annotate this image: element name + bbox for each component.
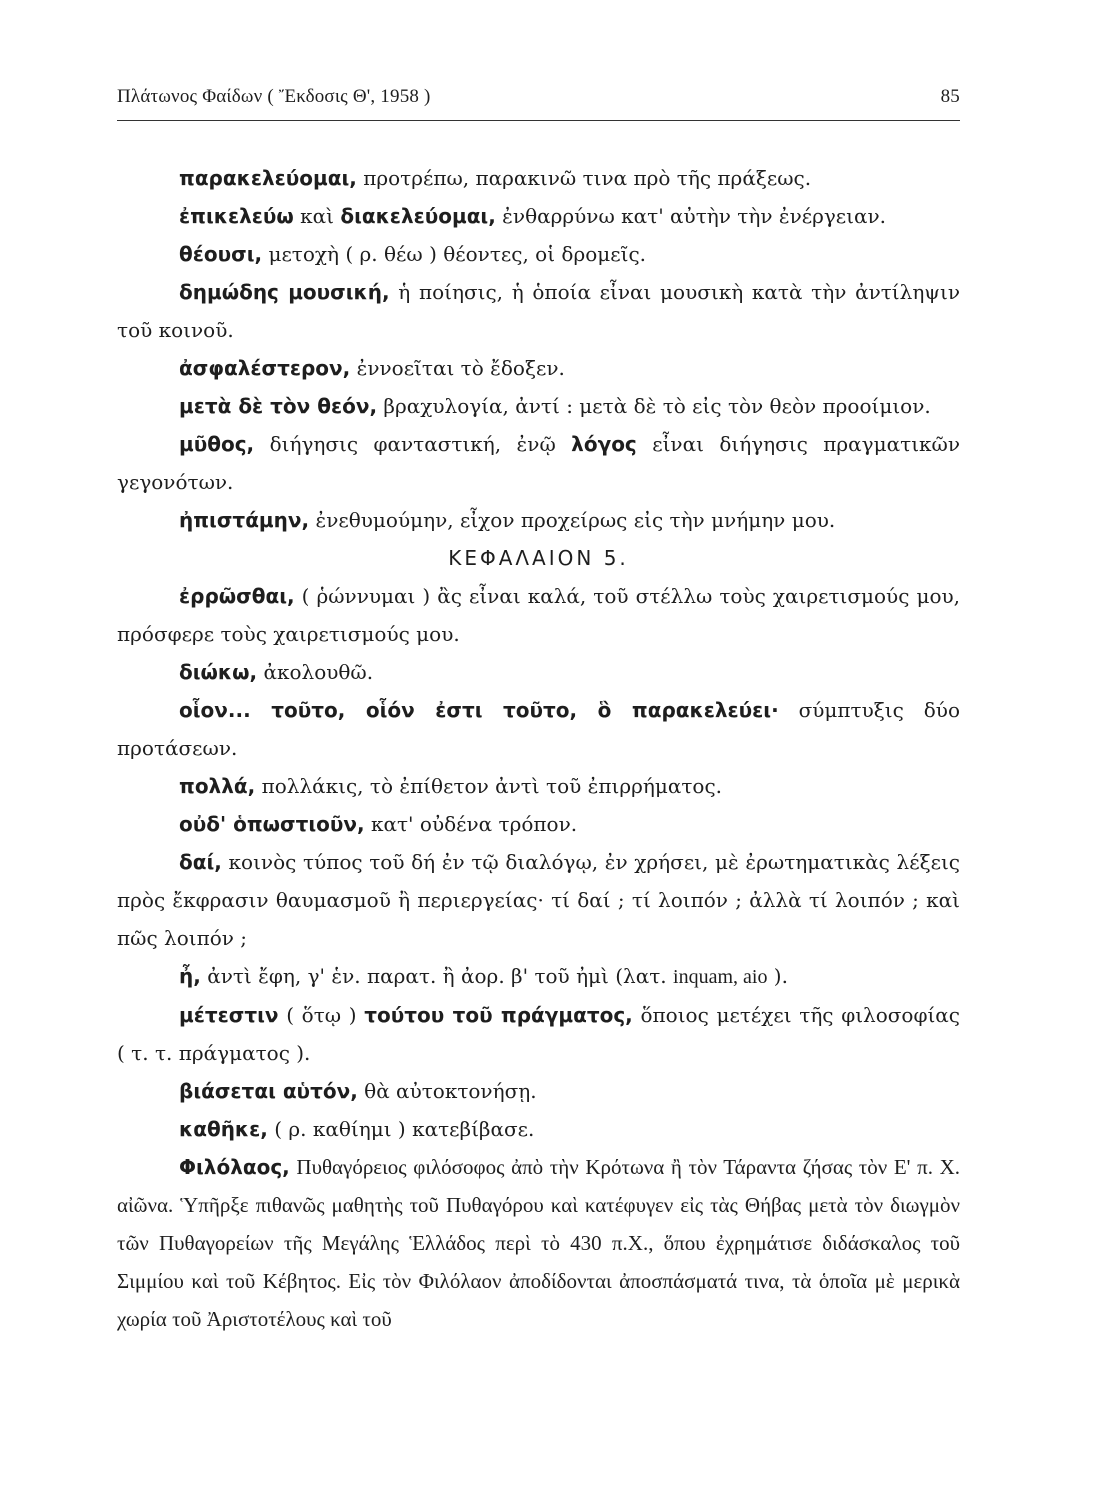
entry-katheke [117,1110,960,1148]
term: τούτου τοῦ πράγματος, [364,1003,633,1027]
definition: διήγησις φανταστική, ἐνῷ [254,432,572,456]
header-rule [117,120,960,121]
running-title: Πλάτωνος Φαίδων ( Ἔκδοσις Θ', 1958 ) [117,86,431,107]
definition: προτρέπω, παρακινῶ τινα πρὸ τῆς πράξεως. [356,166,812,190]
conjunction: καὶ [293,204,341,228]
definition: σύμπτυξις δύο προτάσεων. [117,698,960,760]
definition: θὰ αὐτοκτονήσῃ. [357,1079,537,1103]
definition: ἡ ποίησις, ἡ ὁποία εἶναι μουσικὴ κατὰ τὴν ἀντίληψιν τοῦ κοινοῦ. [117,280,960,342]
term: λόγος [571,432,637,456]
term: ἐρρῶσθαι, [179,584,295,608]
entry-demodes-mousike [117,273,960,349]
definition: μετοχὴ ( ρ. θέω ) θέοντες, οἱ δρομεῖς. [262,242,647,266]
entry-errosthai [117,577,960,653]
term: διώκω, [179,660,258,684]
term: θέουσι, [179,242,263,266]
entry-asphalesteron [117,349,960,387]
definition: ( ρ. καθίημι ) κατεβίβασε. [267,1117,535,1141]
definition-cont: ). [767,964,788,988]
entry-polla [117,767,960,805]
entry-oion-touto [117,691,960,767]
term: ἦ, [179,964,201,988]
definition: κατ' οὐδένα τρόπον. [364,812,578,836]
entry-parakeleuomai [117,159,960,197]
entry-mythos [117,425,960,501]
entry-theousi [117,235,960,273]
definition: ἐνεθυμούμην, εἶχον προχείρως εἰς τὴν μνήμην μου. [309,508,836,532]
entry-biasetai [117,1072,960,1110]
term: διακελεύομαι, [340,204,496,228]
entry-e [117,957,960,996]
term: δαί, [179,850,222,874]
definition: πολλάκις, τὸ ἐπίθετον ἀντὶ τοῦ ἐπιρρήματος. [255,774,723,798]
entry-dioko [117,653,960,691]
term: οὐδ' ὁπωστιοῦν, [179,812,365,836]
term: μῦθος, [179,432,255,456]
term: πολλά, [179,774,256,798]
glossary [117,159,960,1338]
term: καθῆκε, [179,1117,268,1141]
term: μέτεστιν [179,1003,279,1027]
latin-gloss: inquam, aio [673,966,768,988]
definition-cont: ὅποιος μετέχει τῆς φιλοσοφίας ( τ. τ. πράγματος ). [117,1003,961,1065]
definition: κοινὸς τύπος τοῦ δή ἐν τῷ διαλόγῳ, ἐν χρήσει, μὲ ἐρωτηματικὰς λέξεις πρὸς ἔκφρασιν θαυμασμοῦ ἢ περιεργείας· τί δαί ; τί λοιπόν ; ἀλλὰ τί λοιπόν ; καὶ πῶς λοιπόν ; [117,850,960,950]
term: οἷον... τοῦτο, οἷόν ἐστι τοῦτο, ὃ παρακελεύει· [179,698,779,722]
entry-philolaos [117,1148,960,1338]
term: ἠπιστάμην, [179,508,310,532]
term: ἐπικελεύω [179,204,294,228]
entry-epikeleuo [117,197,960,235]
definition: ἐνθαρρύνω κατ' αὐτὴν τὴν ἐνέργειαν. [495,204,887,228]
term: Φιλόλαος, [179,1155,290,1179]
definition: ἀντὶ ἔφη, γ' ἑν. παρατ. ἢ ἀορ. β' τοῦ ἠμὶ (λατ. [200,964,674,988]
entry-epistamen [117,501,960,539]
term: δημώδης μουσική, [179,280,390,304]
term: παρακελεύομαι, [179,166,357,190]
page-header [117,86,960,108]
definition: ( ῥώννυμαι ) ἂς εἶναι καλά, τοῦ στέλλω τοὺς χαιρετισμούς μου, πρόσφερε τοὺς χαιρετισμούς μου. [117,584,960,646]
definition: Πυθαγόρειος φιλόσοφος ἀπὸ τὴν Κρότωνα ἢ τὸν Τάραντα ζήσας τὸν Ε' π. Χ. αἰῶνα. Ὑπῆρξε πιθανῶς μαθητὴς τοῦ Πυθαγόρου καὶ κατέφυγεν εἰς τὰς Θήβας μετὰ τὸν διωγμὸν τῶν Πυθαγορείων τῆς Μεγάλης Ἑλλάδος περὶ τὸ 430 π.Χ., ὅπου ἐχρημάτισε διδάσκαλος τοῦ Σιμμίου καὶ τοῦ Κέβητος. Εἰς τὸν Φιλόλαον ἀποδίδονται ἀποσπάσματά τινα, τὰ ὁποῖα μὲ μερικὰ χωρία τοῦ Ἀριστοτέλους καὶ τοῦ [117,1155,960,1331]
term: ἀσφαλέστερον, [179,356,351,380]
entry-dai [117,843,960,957]
definition: ( ὅτῳ ) [278,1003,365,1027]
entry-meta-de-ton-theon [117,387,960,425]
definition-cont: εἶναι διήγησις πραγματικῶν γεγονότων. [117,432,960,494]
chapter-heading: ΚΕΦΑΛΑΙΟΝ 5. [448,546,629,570]
term: μετὰ δὲ τὸν θεόν, [179,394,378,418]
definition: βραχυλογία, ἀντί : μετὰ δὲ τὸ εἰς τὸν θεὸν προοίμιον. [377,394,931,418]
term: βιάσεται αὑτόν, [179,1079,358,1103]
entry-metestin [117,996,960,1072]
page-number: 85 [940,86,960,107]
entry-oud-hopostioun [117,805,960,843]
definition: ἀκολουθῶ. [257,660,374,684]
definition: ἐννοεῖται τὸ ἔδοξεν. [350,356,565,380]
